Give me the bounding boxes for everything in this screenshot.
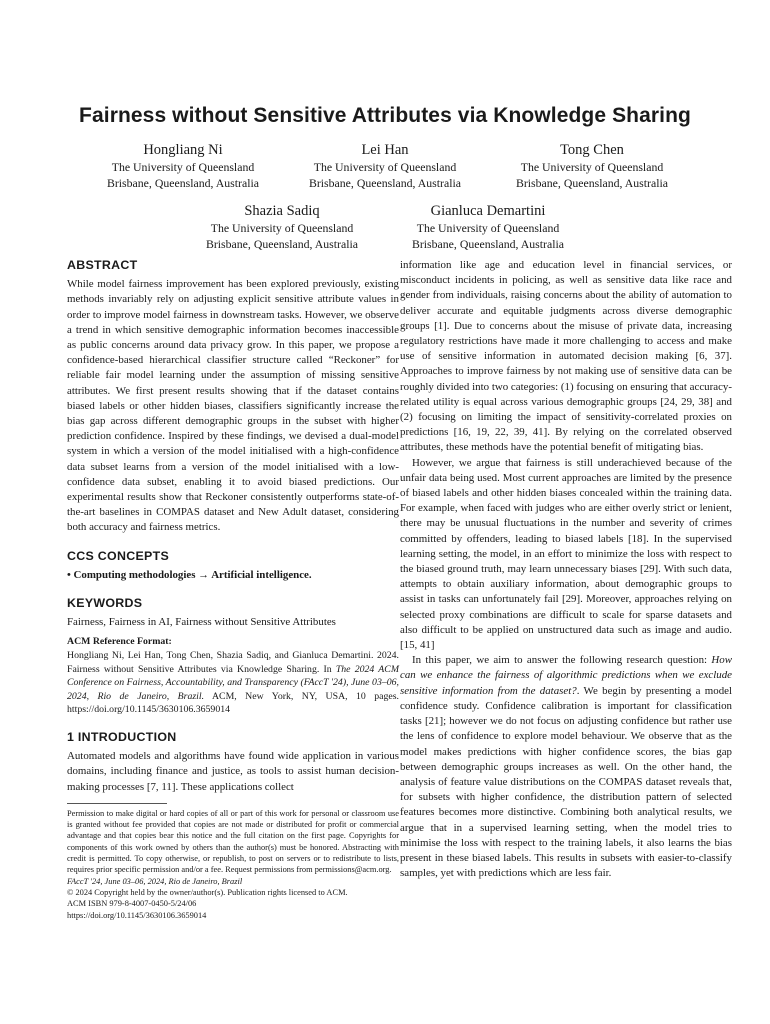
author-name: Shazia Sadiq: [244, 203, 320, 219]
p3-body: . We begin by presenting a model confidence study. Confidence calibration is important for classification tasks [21]; however we do not focus on adjusting confidence but rather use the lens of confidence to explore model behaviour. We observe that as the model makes predictions with higher confidence scores, the bias gap between demographic groups increases as well. On the other hand, the analysis of feature value distributions on the COMPAS dataset reveals that, for subsets with higher confidence, the distribution pattern of selected features becomes more distinctive. Combining both analytical results, we argue that in a supervised learning setting, when the model tries to minimise the loss with respect to the training labels, it also learns the bias present in these biased labels. This results in subsets with easier-to-classify samples, yet with predictions which are less fair.: [400, 684, 733, 880]
copyright-line: © 2024 Copyright held by the owner/author(s). Publication rights licensed to ACM.: [67, 887, 348, 897]
reference-part1: Hongliang Ni, Lei Han, Tong Chen, Shazia Sadiq, and Gianluca Demartini. 2024. Fairness without Sensitive Attributes via Knowledge Sharing. In: [67, 650, 399, 675]
research-question: How can we enhance the fairness of algorithmic predictions when we exclude sensitive information from the dataset?: [400, 654, 732, 697]
abstract-heading: ABSTRACT: [67, 258, 138, 272]
author-location: Brisbane, Queensland, Australia: [515, 176, 668, 190]
ccs-text: • Computing methodologies → Artificial intelligence.: [67, 568, 312, 581]
author-affiliation: The University of Queensland: [313, 160, 457, 174]
reference-text: [67, 649, 399, 717]
keywords-text: Fairness, Fairness in AI, Fairness without Sensitive Attributes: [67, 616, 336, 629]
author-4: [167, 202, 397, 252]
author-affiliation: The University of Queensland: [416, 221, 560, 235]
intro-paragraph-3: [400, 653, 732, 881]
intro-text: Automated models and algorithms have found wide application in various domains, including finance and justice, as tools to assist human decision-making processes [7, 11]. These applications collect: [67, 750, 399, 793]
author-affiliation: The University of Queensland: [520, 160, 664, 174]
isbn-line: ACM ISBN 979-8-4007-0450-5/24/06: [67, 899, 197, 909]
doi-line: https://doi.org/10.1145/3630106.3659014: [67, 910, 207, 920]
author-affiliation: The University of Queensland: [210, 221, 354, 235]
author-2: [270, 141, 500, 191]
right-column: [400, 258, 732, 881]
permission-notice: Permission to make digital or hard copies of all or part of this work for personal or classroom use is granted without fee provided that copies are not made or distributed for profit or commercial advantage and that copies bear this notice and the full citation on the first page. Copyrights for components of this work owned by others than the author(s) must be honored. Abstracting with credit is permitted. To copy otherwise, or republish, to post on servers or to redistribute to lists, requires prior specific permission and/or a fee. Request permissions from permissions@acm.org.: [67, 808, 399, 875]
author-affiliation: The University of Queensland: [111, 160, 255, 174]
footnote-rule: [67, 803, 167, 804]
paper-title: Fairness without Sensitive Attributes via Knowledge Sharing: [79, 104, 691, 127]
author-1: [68, 141, 298, 191]
author-3: [477, 141, 707, 191]
reference-part2: ACM, New York, NY, USA, 10 pages. https://doi.org/10.1145/3630106.3659014: [67, 690, 400, 716]
author-name: Tong Chen: [560, 142, 624, 158]
author-name: Gianluca Demartini: [430, 203, 546, 219]
intro-paragraph-1: information like age and education level in financial services, or misconduct incidents in policing, as well as sensitive data like race and gender from individuals, raising concerns about the ability of automation to deliver accurate and equitable judgments across diverse demographic groups [1]. Due to concerns about the misuse of private data, increasing regulatory restrictions have made it more challenging to access and make use of sensitive information in automated decision making [6, 37]. Approaches to improve fairness by not making use of sensitive data can be roughly divided into two categories: (1) focusing on ensuring that accuracy-related utility is equal across various demographic groups [24, 29, 38] and (2) focusing on limiting the impact of sensitivity-correlated proxies on predictions [16, 19, 22, 39, 41]. By relying on the correlated observed attributes, these methods have the potential benefit of mitigating bias.: [400, 259, 732, 454]
reference-heading: ACM Reference Format:: [67, 636, 172, 648]
p3-lead: In this paper, we aim to answer the following research question:: [412, 654, 712, 667]
author-location: Brisbane, Queensland, Australia: [308, 176, 461, 190]
intro-paragraph-2: However, we argue that fairness is still underachieved because of the unfair data being used. Most current approaches are limited by the presence of biased labels and other hidden biases concealed within the training data. For example, when faced with judges who are either overly strict or lenient, there may be unusual fluctuations in the number and severity of crimes committed by offenders, leading to biased labels [18]. In the supervised learning setting, the model, in an effort to minimize the loss with respect to the biased ground truth, may learn unnecessary biases [29]. With such data, attempts to obtain auxiliary information, about demographic groups to assist in tasks can unfortunately fail [29]. Moreover, approaches relying on selected proxy combinations are difficult to scale for sparse datasets and also difficult to be applied on unstructured data such as image and audio. [15, 41]: [400, 456, 732, 652]
author-name: Lei Han: [361, 142, 409, 158]
reference-venue: The 2024 ACM Conference on Fairness, Accountability, and Transparency (FAccT '24), June 03–06, 2024, Rio de Janeiro, Brazil.: [67, 663, 399, 702]
author-location: Brisbane, Queensland, Australia: [411, 237, 564, 251]
author-5: [373, 202, 603, 252]
author-location: Brisbane, Queensland, Australia: [106, 176, 259, 190]
left-column: [67, 258, 399, 921]
intro-heading: 1 INTRODUCTION: [67, 730, 177, 745]
keywords-heading: KEYWORDS: [67, 596, 143, 611]
conference-line: FAccT '24, June 03–06, 2024, Rio de Janeiro, Brazil: [67, 876, 243, 886]
ccs-heading: CCS CONCEPTS: [67, 548, 170, 563]
author-location: Brisbane, Queensland, Australia: [205, 237, 358, 251]
author-name: Hongliang Ni: [143, 142, 223, 158]
abstract-text: While model fairness improvement has been explored previously, existing methods invariably rely on adjusting explicit sensitive attribute values in order to improve model fairness in downstream tasks. However, we observe a trend in which sensitive demographic information becomes inaccessible as public concerns around data privacy grow. In this paper, we propose a confidence-based hierarchical classifier structure called “Reckoner” for reliable fair model learning under the assumption of missing sensitive attributes. We first present results showing that if the dataset contains biased labels or other hidden biases, classifiers significantly increase the bias gap across different demographic groups in the subset with higher prediction confidence. Inspired by these findings, we devised a dual-model system in which a version of the model initialised with a high-confidence data subset learns from a version of the model initialised with a low-confidence data subset, enabling it to avoid biased predictions. Our experimental results show that Reckoner consistently outperforms state-of-the-art baselines in COMPAS dataset and New Adult dataset, considering both accuracy and fairness metrics.: [67, 278, 399, 534]
